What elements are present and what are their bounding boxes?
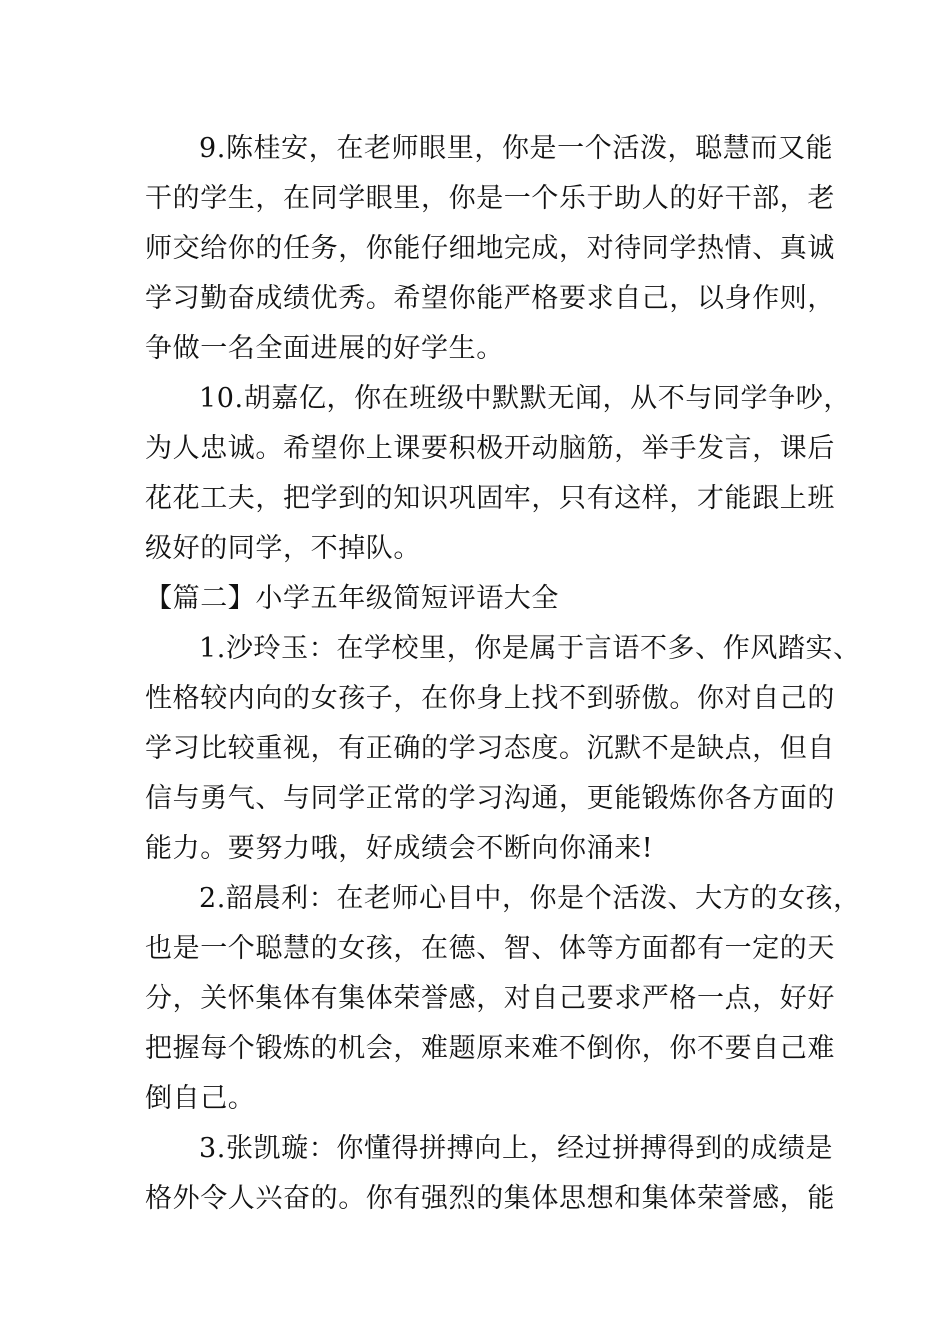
text-line: 师交给你的任务，你能仔细地完成，对待同学热情、真诚 [145,233,835,264]
text-line: 10.胡嘉亿，你在班级中默默无闻，从不与同学争吵， [199,383,851,414]
text-line: 格外令人兴奋的。你有强烈的集体思想和集体荣誉感，能 [145,1183,835,1214]
text-line: 把握每个锻炼的机会，难题原来难不倒你，你不要自己难 [145,1033,835,1064]
paragraph-9 [145,124,835,374]
paragraph-10 [145,374,851,574]
text-line: 性格较内向的女孩子，在你身上找不到骄傲。你对自己的 [145,683,835,714]
text-line: 也是一个聪慧的女孩，在德、智、体等方面都有一定的天 [145,933,835,964]
text-line: 为人忠诚。希望你上课要积极开动脑筋，举手发言，课后 [145,433,835,464]
paragraph-1 [145,624,861,874]
text-line: 倒自己。 [145,1083,256,1114]
text-line: 花花工夫，把学到的知识巩固牢，只有这样，才能跟上班 [145,483,835,514]
paragraph-2 [145,874,861,1124]
text-line: 9.陈桂安，在老师眼里，你是一个活泼，聪慧而又能 [199,133,834,164]
text-line: 3.张凯璇：你懂得拼搏向上，经过拼搏得到的成绩是 [199,1133,834,1164]
text-line: 争做一名全面进展的好学生。 [145,333,504,364]
document-body [145,124,861,1224]
text-line: 干的学生，在同学眼里，你是一个乐于助人的好干部，老 [145,183,835,214]
text-line: 能力。要努力哦，好成绩会不断向你涌来! [145,833,654,864]
text-line: 信与勇气、与同学正常的学习沟通，更能锻炼你各方面的 [145,783,835,814]
text-line: 学习比较重视，有正确的学习态度。沉默不是缺点，但自 [145,733,835,764]
text-line: 2.韶晨利：在老师心目中，你是个活泼、大方的女孩， [199,883,861,914]
text-line: 分，关怀集体有集体荣誉感，对自己要求严格一点，好好 [145,983,835,1014]
text-line: 级好的同学，不掉队。 [145,533,421,564]
text-line: 学习勤奋成绩优秀。希望你能严格要求自己，以身作则， [145,283,835,314]
text-line: 1.沙玲玉：在学校里，你是属于言语不多、作风踏实、 [199,633,861,664]
section-heading: 【篇二】小学五年级简短评语大全 [145,583,559,614]
paragraph-3 [145,1124,835,1224]
